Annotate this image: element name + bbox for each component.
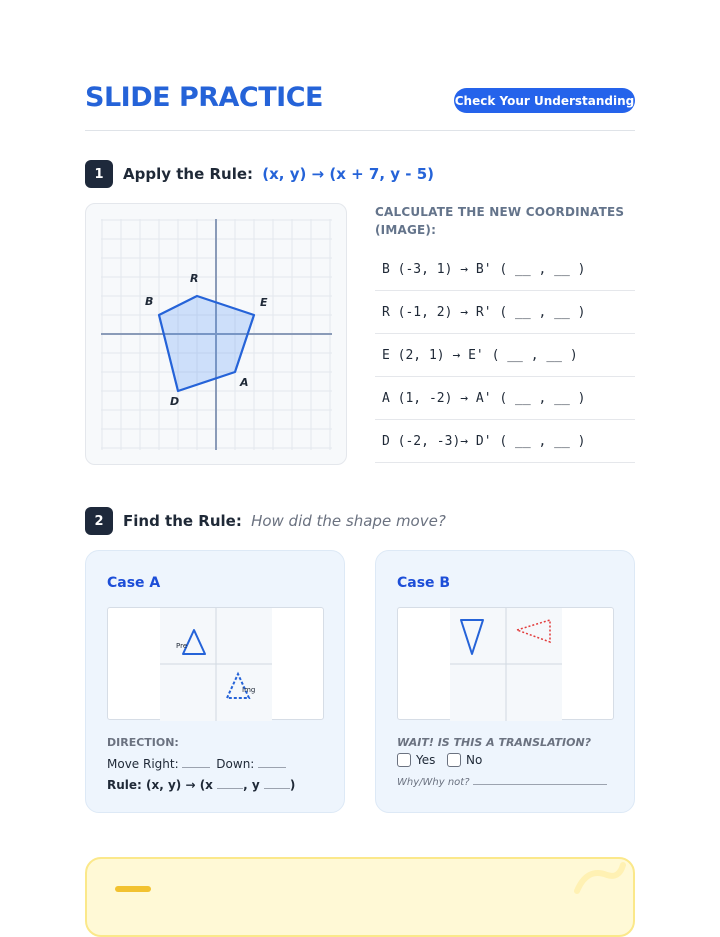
vertex-label-b: B [145, 295, 154, 308]
direction-label: DIRECTION: [107, 736, 179, 749]
direction-fill-line [107, 756, 286, 771]
translation-question: WAIT! IS THIS A TRANSLATION? [397, 736, 592, 749]
section-2-prompt: How did the shape move? [251, 512, 446, 530]
header-divider [85, 130, 635, 131]
step-2-badge: 2 [85, 507, 113, 535]
why-label: Why/Why not? [397, 777, 470, 788]
case-a-card [85, 550, 345, 813]
coordinates-instruction: CALCULATE THE NEW COORDINATES (IMAGE): [375, 205, 625, 237]
rule-separator: , y [243, 778, 264, 792]
rule-x-blank[interactable] [217, 777, 243, 789]
check-understanding-button[interactable]: Check Your Understanding [454, 88, 635, 113]
section-2-title: Find the Rule: [123, 512, 242, 530]
move-right-label: Move Right: [107, 757, 179, 771]
step-1-badge: 1 [85, 160, 113, 188]
yes-label: Yes [416, 753, 436, 767]
vertex-label-e: E [260, 296, 268, 309]
case-a-title: Case A [107, 575, 161, 591]
coord-row-b[interactable]: B (-3, 1) → B' ( __ , __ ) [375, 248, 635, 291]
no-checkbox[interactable] [447, 753, 461, 767]
section-1-title: Apply the Rule: [123, 165, 254, 183]
move-right-blank[interactable] [182, 756, 210, 768]
case-a-pre-label: Pre [176, 642, 188, 650]
section-1-rule: (x, y) → (x + 7, y - 5) [262, 165, 434, 183]
down-label: Down: [216, 757, 255, 771]
case-b-diagram [398, 608, 615, 721]
why-line [397, 775, 607, 788]
section-2-heading [123, 512, 446, 530]
coord-row-a[interactable]: A (1, -2) → A' ( __ , __ ) [375, 377, 635, 420]
case-b-title: Case B [397, 575, 451, 591]
vertex-label-a: A [240, 376, 249, 389]
down-blank[interactable] [258, 756, 286, 768]
case-a-diagram [108, 608, 325, 721]
case-a-grid [107, 607, 324, 720]
yes-checkbox[interactable] [397, 753, 411, 767]
why-blank[interactable] [473, 775, 607, 785]
rule-suffix: ) [289, 778, 296, 792]
vertex-label-r: R [190, 272, 199, 285]
no-option[interactable] [447, 753, 482, 767]
vertex-label-d: D [170, 395, 180, 408]
case-b-card [375, 550, 635, 813]
coordinates-list [375, 248, 635, 463]
case-b-grid [397, 607, 614, 720]
coordinate-graph [86, 204, 346, 464]
coordinate-graph-card [85, 203, 347, 465]
no-label: No [466, 753, 483, 767]
page-title: SLIDE PRACTICE [85, 82, 323, 113]
coord-row-e[interactable]: E (2, 1) → E' ( __ , __ ) [375, 334, 635, 377]
tip-tab [115, 886, 151, 892]
coord-row-d[interactable]: D (-2, -3)→ D' ( __ , __ ) [375, 420, 635, 463]
coord-row-r[interactable]: R (-1, 2) → R' ( __ , __ ) [375, 291, 635, 334]
tip-box [85, 857, 635, 937]
yes-option[interactable] [397, 753, 435, 767]
case-a-img-label: Img [242, 686, 256, 694]
rule-y-blank[interactable] [264, 777, 290, 789]
rule-prefix: Rule: (x, y) → (x [107, 778, 218, 792]
section-1-heading [123, 165, 434, 183]
rule-fill-line [107, 777, 295, 792]
tip-decoration-icon [567, 861, 627, 895]
